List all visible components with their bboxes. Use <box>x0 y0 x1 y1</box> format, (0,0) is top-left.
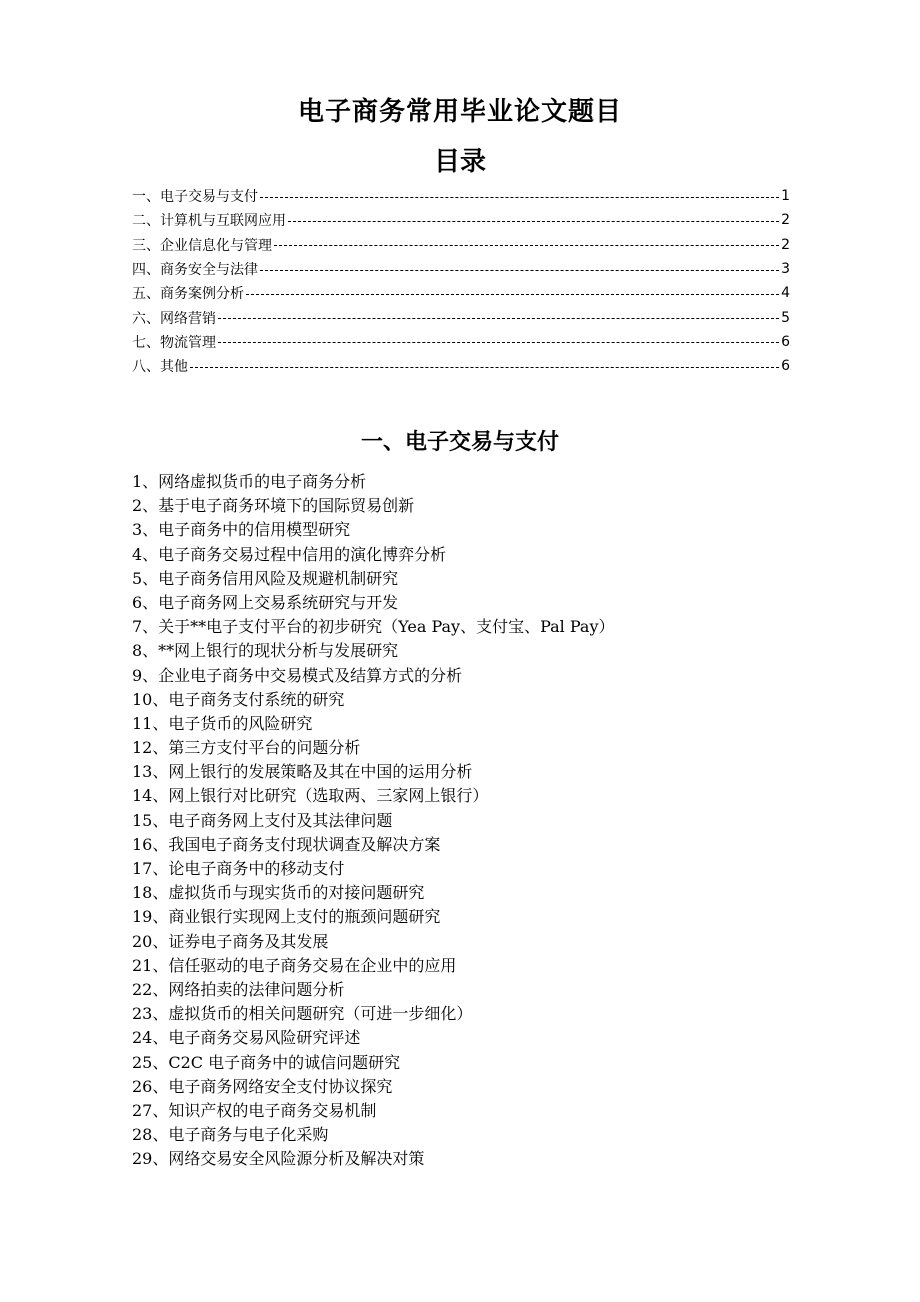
section-heading: 一、电子交易与支付 <box>360 430 559 455</box>
list-item: 8、**网上银行的现状分析与发展研究 <box>132 641 399 661</box>
list-item: 28、电子商务与电子化采购 <box>132 1125 329 1145</box>
toc-entry-label: 七、物流管理 <box>132 334 216 351</box>
list-item: 26、电子商务网络安全支付协议探究 <box>132 1076 393 1096</box>
list-item: 19、商业银行实现网上支付的瓶颈问题研究 <box>132 907 441 927</box>
list-item: 1、网络虚拟货币的电子商务分析 <box>132 472 367 491</box>
toc-entry[interactable] <box>132 184 790 208</box>
toc-leader <box>190 367 779 368</box>
toc-heading: 目录 <box>433 147 486 177</box>
toc-entry-label: 五、商务案例分析 <box>132 286 244 303</box>
toc-entry-label: 二、计算机与互联网应用 <box>132 213 286 230</box>
document-title: 电子商务常用毕业论文题目 <box>297 97 622 127</box>
list-item: 24、电子商务交易风险研究评述 <box>132 1028 361 1048</box>
toc-entry-page: 2 <box>781 212 790 229</box>
list-item: 22、网络拍卖的法律问题分析 <box>132 979 345 999</box>
toc-leader <box>260 197 779 198</box>
list-item: 18、虚拟货币与现实货币的对接问题研究 <box>132 883 425 903</box>
list-item: 25、C2C 电子商务中的诚信问题研究 <box>132 1052 401 1072</box>
toc-entry-label: 八、其他 <box>132 359 188 376</box>
toc-entry-page: 6 <box>781 333 790 350</box>
list-item: 17、论电子商务中的移动支付 <box>132 859 345 878</box>
list-item: 2、基于电子商务环境下的国际贸易创新 <box>132 496 415 516</box>
toc-entry[interactable] <box>132 305 790 329</box>
toc-entry-label: 四、商务安全与法律 <box>132 262 258 279</box>
toc-entry-page: 3 <box>781 261 790 278</box>
list-item: 16、我国电子商务支付现状调查及解决方案 <box>132 834 441 854</box>
toc-leader <box>274 245 779 246</box>
toc-entry-page: 2 <box>781 236 790 253</box>
list-item: 6、电子商务网上交易系统研究与开发 <box>132 592 399 612</box>
toc-entry[interactable] <box>132 257 790 281</box>
list-item: 15、电子商务网上支付及其法律问题 <box>132 810 393 830</box>
toc-leader <box>218 318 779 319</box>
list-item: 29、网络交易安全风险源分析及解决对策 <box>132 1149 425 1169</box>
list-item: 3、电子商务中的信用模型研究 <box>132 520 351 540</box>
list-item: 21、信任驱动的电子商务交易在企业中的应用 <box>132 955 457 975</box>
toc-entry[interactable] <box>132 330 790 354</box>
toc-entry-page: 5 <box>781 309 790 326</box>
toc-entry[interactable] <box>132 354 790 378</box>
toc-entry-label: 六、网络营销 <box>132 310 216 327</box>
toc-entry-label: 一、电子交易与支付 <box>132 189 258 206</box>
toc-entry[interactable] <box>132 281 790 305</box>
toc-entry-page: 1 <box>781 188 790 205</box>
list-item: 7、关于**电子支付平台的初步研究（Yea Pay、支付宝、Pal Pay） <box>132 617 615 637</box>
list-item: 11、电子货币的风险研究 <box>132 713 313 733</box>
list-item: 14、网上银行对比研究（选取两、三家网上银行） <box>132 786 489 806</box>
toc-leader <box>288 221 779 222</box>
toc-leader <box>246 294 779 295</box>
table-of-contents <box>132 184 790 378</box>
list-item: 13、网上银行的发展策略及其在中国的运用分析 <box>132 762 473 782</box>
toc-leader <box>260 270 779 271</box>
list-item: 9、企业电子商务中交易模式及结算方式的分析 <box>132 665 463 685</box>
list-item: 12、第三方支付平台的问题分析 <box>132 738 361 758</box>
list-item: 23、虚拟货币的相关问题研究（可进一步细化） <box>132 1004 473 1024</box>
topic-list <box>132 470 832 1171</box>
list-item: 27、知识产权的电子商务交易机制 <box>132 1100 377 1120</box>
toc-entry[interactable] <box>132 233 790 257</box>
toc-entry-label: 三、企业信息化与管理 <box>132 237 272 254</box>
toc-leader <box>218 342 779 343</box>
list-item: 5、电子商务信用风险及规避机制研究 <box>132 568 399 588</box>
toc-entry[interactable] <box>132 208 790 232</box>
list-item: 4、电子商务交易过程中信用的演化博弈分析 <box>132 544 447 564</box>
toc-entry-page: 6 <box>781 358 790 375</box>
toc-entry-page: 4 <box>781 285 790 302</box>
list-item: 20、证券电子商务及其发展 <box>132 931 329 951</box>
list-item: 10、电子商务支付系统的研究 <box>132 689 345 709</box>
